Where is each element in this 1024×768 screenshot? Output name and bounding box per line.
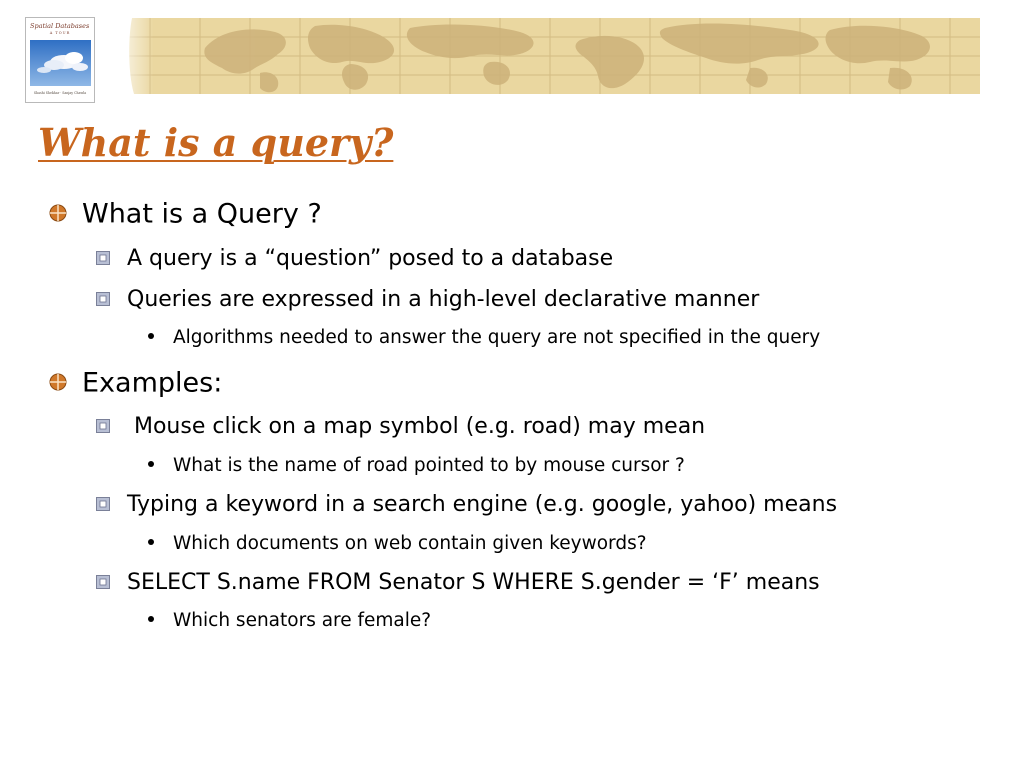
- book-cover-logo: [25, 17, 95, 103]
- orange-compass-bullet-icon: [48, 376, 82, 392]
- orange-compass-bullet-icon: [48, 207, 82, 223]
- bullet-select-statement: [96, 568, 820, 598]
- black-dot-bullet: [148, 461, 154, 467]
- slide-title: What is a query?: [38, 120, 394, 165]
- bullet-text: Examples:: [82, 367, 223, 399]
- black-dot-bullet: [148, 616, 154, 622]
- bullet-text: SELECT S.name FROM Senator S WHERE S.gender = ‘F’ means: [127, 570, 820, 595]
- bullet-text: What is a Query ?: [82, 198, 322, 230]
- gray-square-bullet-icon: [96, 578, 127, 589]
- world-map-banner: [110, 18, 980, 94]
- bullet-documents-keywords: [147, 531, 647, 557]
- gray-square-bullet-icon: [96, 422, 127, 433]
- bullet-examples: [48, 365, 222, 402]
- bullet-text: What is the name of road pointed to by mouse cursor ?: [173, 455, 685, 476]
- bullet-text: Queries are expressed in a high-level declarative manner: [127, 287, 760, 312]
- bullet-mouse-click: [96, 412, 705, 442]
- gray-square-bullet-icon: [96, 254, 127, 265]
- bullet-text: Which senators are female?: [173, 610, 432, 631]
- bullet-typing-keyword: [96, 490, 837, 520]
- bullet-text: A query is a “question” posed to a database: [127, 246, 614, 271]
- bullet-query-question: [96, 244, 613, 274]
- sky-cloud-image: [30, 40, 91, 86]
- bullet-senators-female: [147, 608, 431, 634]
- book-authors: Shashi Shekhar · Sanjay Chawla: [33, 91, 87, 95]
- book-subtitle: A TOUR: [49, 31, 71, 35]
- black-dot-bullet: [148, 539, 154, 545]
- bullet-algorithms-not-specified: [147, 325, 820, 351]
- bullet-text: Typing a keyword in a search engine (e.g. google, yahoo) means: [127, 492, 838, 517]
- bullet-queries-declarative: [96, 285, 759, 315]
- book-title: Spatial Databases: [30, 22, 90, 30]
- bullet-what-is-a-query: [48, 196, 322, 233]
- black-dot-bullet: [148, 333, 154, 339]
- bullet-road-name: [147, 453, 685, 479]
- bullet-text: Algorithms needed to answer the query are not specified in the query: [173, 327, 821, 348]
- bullet-text: Which documents on web contain given keywords?: [173, 533, 647, 554]
- bullet-text: Mouse click on a map symbol (e.g. road) may mean: [127, 414, 706, 439]
- gray-square-bullet-icon: [96, 500, 127, 511]
- gray-square-bullet-icon: [96, 295, 127, 306]
